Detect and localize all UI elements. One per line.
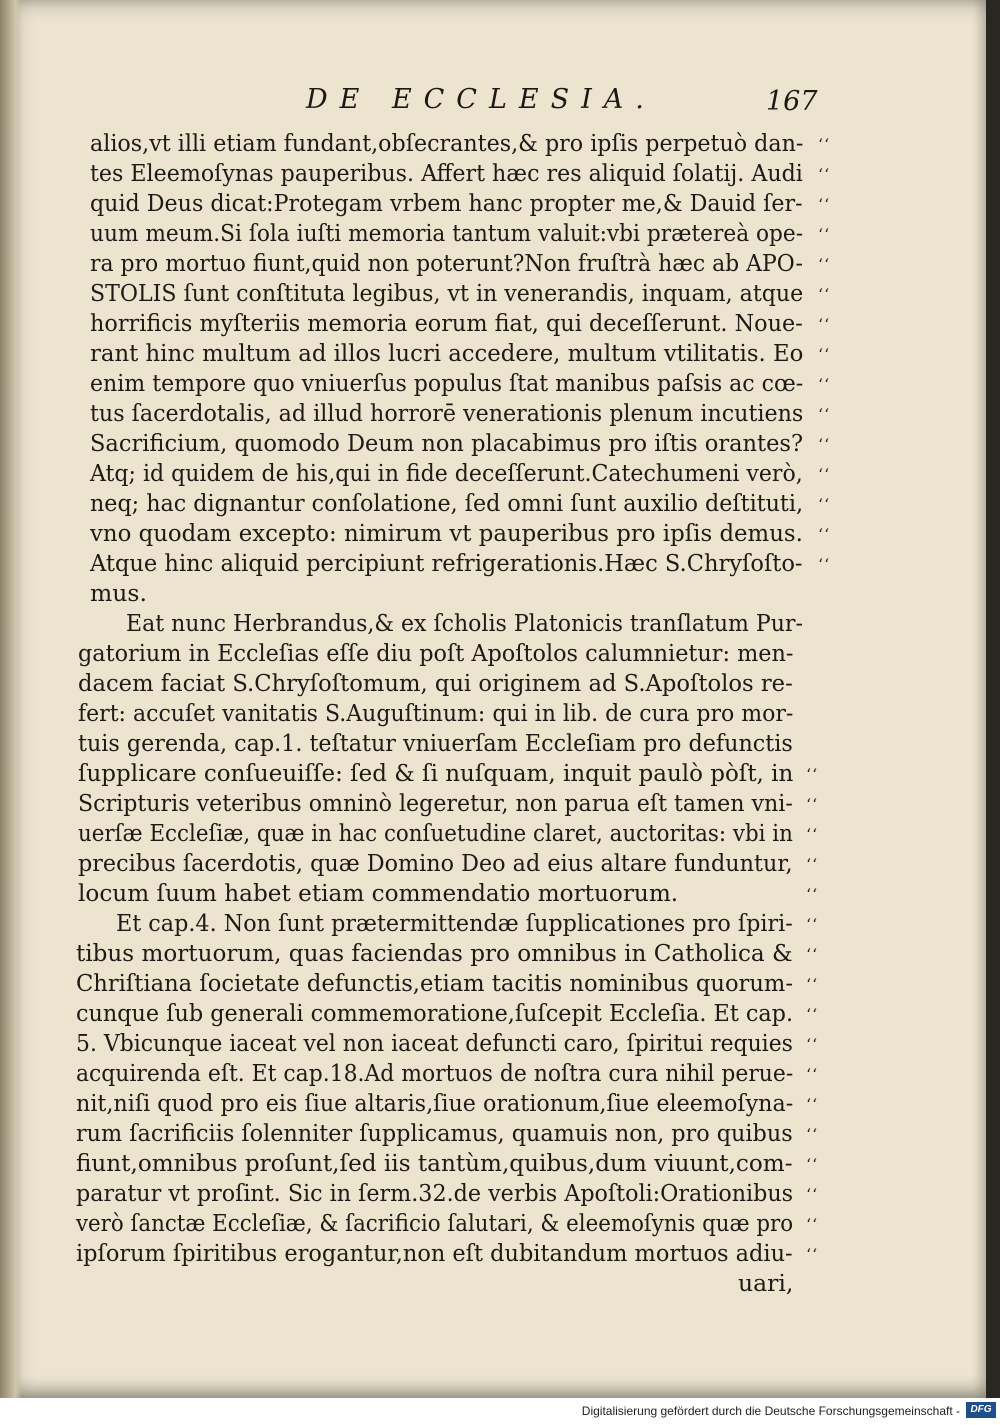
text-line: horrificis myſteriis memoria eorum fiat, qui deceſſerunt. Noue- <box>90 309 803 337</box>
text-line: precibus ſacerdotis, quæ Domino Deo ad eius altare funduntur, <box>78 849 793 877</box>
quote-mark: ‘‘ <box>806 1125 819 1144</box>
quote-mark: ‘‘ <box>818 135 831 154</box>
text-line: fert: accuſet vanitatis S.Auguſtinum: qui in lib. de cura pro mor- <box>78 699 794 727</box>
quote-mark: ‘‘ <box>806 1095 819 1114</box>
quote-mark: ‘‘ <box>806 825 819 844</box>
page-number: 167 <box>766 86 818 117</box>
text-line: tuis gerenda, cap.1. teſtatur vniuerſam Eccleſiam pro defunctis <box>78 729 793 757</box>
text-line: verò ſanctæ Eccleſiæ, & ſacrificio ſalutari, & eleemoſynis quæ pro <box>76 1209 794 1237</box>
quote-mark: ‘‘ <box>806 1005 819 1024</box>
quote-mark: ‘‘ <box>818 225 831 244</box>
quote-mark: ‘‘ <box>818 345 831 364</box>
quote-mark: ‘‘ <box>806 1215 819 1234</box>
text-line: vno quodam excepto: nimirum vt pauperibus pro ipſis demus. <box>90 519 803 547</box>
quote-mark: ‘‘ <box>806 1035 819 1054</box>
page-header <box>0 84 986 124</box>
quote-mark: ‘‘ <box>806 1245 819 1264</box>
running-title: DE ECCLESIA. <box>306 84 656 115</box>
text-line: dacem faciat S.Chryſoſtomum, qui originem ad S.Apoſtolos re- <box>78 669 793 697</box>
text-line: tus ſacerdotalis, ad illud horrorē venerationis plenum incutiens <box>90 399 804 427</box>
text-line: gatorium in Eccleſias eſſe diu poſt Apoſtolos calumnietur: men- <box>78 639 794 667</box>
text-line: alios,vt illi etiam fundant,obſecrantes,& pro ipſis perpetuò dan- <box>90 129 804 157</box>
funding-note: Digitalisierung gefördert durch die Deutsche Forschungsgemeinschaft - <box>581 1404 960 1418</box>
text-line: tes Eleemoſynas pauperibus. Affert hæc res aliquid ſolatij. Audi <box>90 159 803 187</box>
quote-mark: ‘‘ <box>818 495 831 514</box>
text-line: Atque hinc aliquid percipiunt refrigerationis.Hæc S.Chryſoſto- <box>90 549 803 577</box>
text-line: Atq; id quidem de his,qui in fide deceſſerunt.Catechumeni verò, <box>90 459 803 487</box>
quote-mark: ‘‘ <box>806 855 819 874</box>
quote-mark: ‘‘ <box>818 375 831 394</box>
quote-mark: ‘‘ <box>806 795 819 814</box>
quote-mark: ‘‘ <box>806 885 819 904</box>
text-line: mus. <box>90 579 147 607</box>
quote-mark: ‘‘ <box>818 195 831 214</box>
quote-mark: ‘‘ <box>818 165 831 184</box>
text-line: Eat nunc Herbrandus,& ex ſcholis Platonicis tranſlatum Pur- <box>126 609 803 637</box>
catchword: uari, <box>738 1269 794 1297</box>
text-line: STOLIS ſunt conſtituta legibus, vt in venerandis, inquam, atque <box>90 279 804 307</box>
quote-mark: ‘‘ <box>806 945 819 964</box>
text-line: nit,niſi quod pro eis ſiue altaris,ſiue orationum,ſiue eleemoſyna- <box>76 1089 794 1117</box>
quote-mark: ‘‘ <box>818 255 831 274</box>
quote-mark: ‘‘ <box>806 915 819 934</box>
quote-mark: ‘‘ <box>818 405 831 424</box>
text-line: acquirenda eſt. Et cap.18.Ad mortuos de noſtra cura nihil perue- <box>76 1059 794 1087</box>
text-line: Et cap.4. Non ſunt prætermittendæ ſupplicationes pro ſpiri- <box>116 909 793 937</box>
text-line: Scripturis veteribus omninò legeretur, non parua eſt tamen vni- <box>78 789 793 817</box>
quote-mark: ‘‘ <box>818 435 831 454</box>
quote-mark: ‘‘ <box>818 315 831 334</box>
quote-mark: ‘‘ <box>806 1065 819 1084</box>
text-line: Sacrificium, quomodo Deum non placabimus pro iſtis orantes? <box>90 429 804 457</box>
text-line: tibus mortuorum, quas faciendas pro omnibus in Catholica & <box>76 939 793 967</box>
text-line: paratur vt proſint. Sic in ſerm.32.de verbis Apoſtoli:Orationibus <box>76 1179 794 1207</box>
text-line: rum ſacrificiis ſolenniter ſupplicamus, quamuis non, pro quibus <box>76 1119 793 1147</box>
text-line: ra pro mortuo fiunt,quid non poterunt?Non fruſtrà hæc ab APO- <box>90 249 803 277</box>
text-line: quid Deus dicat:Protegam vrbem hanc propter me,& Dauid ſer- <box>90 189 803 217</box>
text-line: Chriſtiana ſocietate defunctis,etiam tacitis nominibus quorum- <box>76 969 794 997</box>
quote-mark: ‘‘ <box>806 975 819 994</box>
quote-mark: ‘‘ <box>818 525 831 544</box>
quote-mark: ‘‘ <box>818 465 831 484</box>
text-line: uerſæ Eccleſiæ, quæ in hac conſuetudine claret, auctoritas: vbi in <box>78 819 793 847</box>
page-gutter-shadow <box>0 0 22 1398</box>
text-line: enim tempore quo vniuerſus populus ſtat manibus paſsis ac cœ- <box>90 369 804 397</box>
text-line: fiunt,omnibus proſunt,ſed iis tantùm,quibus,dum viuunt,com- <box>76 1149 793 1177</box>
quote-mark: ‘‘ <box>806 1185 819 1204</box>
quote-mark: ‘‘ <box>806 765 819 784</box>
text-line: cunque ſub generali commemoratione,ſuſcepit Eccleſia. Et cap. <box>76 999 794 1027</box>
digitization-footer <box>0 1398 1000 1425</box>
quote-mark: ‘‘ <box>818 555 831 574</box>
quote-mark: ‘‘ <box>806 1155 819 1174</box>
text-line: uum meum.Si ſola iuſti memoria tantum valuit:vbi prætereà ope- <box>90 219 804 247</box>
text-line: ſupplicare conſueuiſſe: ſed & ſi nuſquam, inquit paulò pòſt, in <box>78 759 794 787</box>
dfg-logo[interactable]: DFG <box>966 1402 996 1418</box>
text-line: rant hinc multum ad illos lucri accedere, multum vtilitatis. Eo <box>90 339 804 367</box>
text-line: ipſorum ſpiritibus erogantur,non eſt dubitandum mortuos adiu- <box>76 1239 793 1267</box>
quote-mark: ‘‘ <box>818 285 831 304</box>
text-line: neq; hac dignantur conſolatione, ſed omni ſunt auxilio deſtituti, <box>90 489 804 517</box>
text-line: 5. Vbicunque iaceat vel non iaceat defuncti caro, ſpiritui requies <box>76 1029 793 1057</box>
text-line: locum ſuum habet etiam commendatio mortuorum. <box>78 879 679 907</box>
